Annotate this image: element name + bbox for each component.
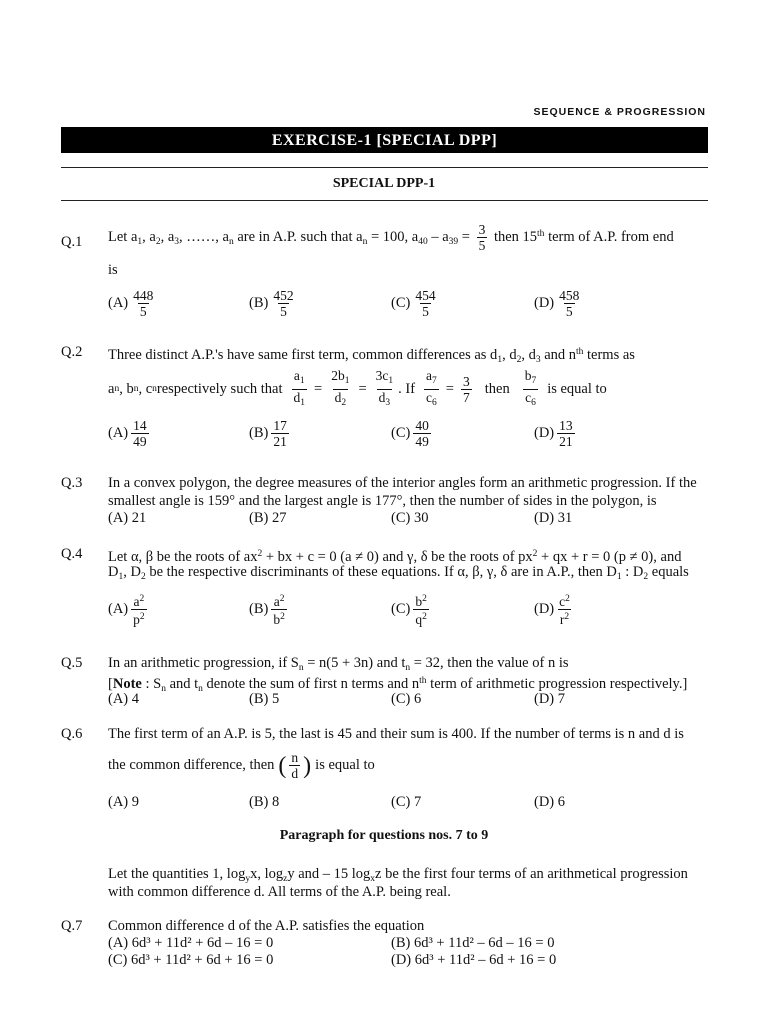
- option-b[interactable]: (B) 8: [249, 794, 280, 810]
- question-text: Let $a_1$, $a_2$, $a_3$, ……, $a_n$ are in A.P. such that $a_n = 100$, $a_{40} - a_{39}$ = $\frac{3}{5}$ then 15th term of A.P. from end: [108, 222, 674, 253]
- option-d[interactable]: (D) 458 5: [534, 288, 580, 319]
- question-number: Q.7: [61, 918, 83, 934]
- option-a[interactable]: (A) $a^2$ $p^2$: [108, 594, 145, 627]
- question-text: Three distinct A.P.'s have same first term, common differences as $d_1$, $d_2$, $d_3$ and $n^{th}$ terms as: [108, 347, 635, 365]
- option-a[interactable]: (A) 9: [108, 794, 140, 810]
- question-text-continued: is: [108, 262, 118, 278]
- question-text-continued: smallest angle is 159° and the largest angle is 177°, then the number of sides in the polygon, is: [108, 493, 657, 509]
- note: [Note : $S_n$ and $t_n$ denote the sum of first n terms and $n^{th}$ term of arithmetic progression respectively.]: [108, 676, 688, 694]
- question-text: The first term of an A.P. is 5, the last is 45 and their sum is 400. If the number of terms is n and d is: [108, 726, 684, 742]
- question-text-continued: a n , b n , c n respectively such that $\frac{a_1}{d_1}$ = $\frac{2b_1}{d_2}$ = $\frac{3c_1}{d_3}$ . If $\frac{a_7}{c_6}$ = $\frac{3}{7}$ then $b_7$ $c_6$ is equal to: [108, 368, 710, 411]
- question-text: Let α, β be the roots of $ax^2$ + bx + c = 0 (a ≠ 0) and γ, δ be the roots of $px^2$ + qx + r = 0 (p ≠ 0), and: [108, 549, 682, 565]
- option-d[interactable]: (D) 13 21: [534, 418, 573, 449]
- option-d[interactable]: (D) 7: [534, 691, 566, 707]
- option-c[interactable]: (C) 40 49: [391, 418, 429, 449]
- question-number: Q.2: [61, 344, 83, 360]
- question-text-continued: $D_1$, $D_2$ be the respective discriminants of these equations. If α, β, γ, δ are in A.P., then $D_1$ : $D_2$ equals: [108, 564, 689, 582]
- options: [108, 794, 710, 812]
- option-d[interactable]: (D) 6: [534, 794, 566, 810]
- options: [108, 935, 710, 971]
- options: [108, 592, 710, 632]
- options: [108, 691, 710, 709]
- option-a[interactable]: (A) 4: [108, 691, 140, 707]
- question-text: Common difference d of the A.P. satisfies the equation: [108, 918, 425, 934]
- option-b[interactable]: (B) 17 21: [249, 418, 287, 449]
- section-subtitle: SPECIAL DPP-1: [332, 176, 436, 191]
- option-c[interactable]: (C) $b^2$ $q^2$: [391, 594, 427, 627]
- running-header: SEQUENCE & PROGRESSION: [533, 106, 706, 118]
- option-b[interactable]: (B) 5: [249, 691, 280, 707]
- options: [108, 418, 710, 458]
- option-c[interactable]: (C) 6: [391, 691, 422, 707]
- option-b[interactable]: (B) 27: [249, 510, 287, 526]
- question-number: Q.6: [61, 726, 83, 742]
- exercise-title: EXERCISE-1 [SPECIAL DPP]: [61, 127, 708, 153]
- options: [108, 288, 710, 328]
- option-c[interactable]: (C) 6d³ + 11d² + 6d + 16 = 0: [108, 952, 274, 968]
- option-b[interactable]: (B) 6d³ + 11d² – 6d – 16 = 0: [391, 935, 555, 951]
- option-d[interactable]: (D) 31: [534, 510, 573, 526]
- option-c[interactable]: (C) 7: [391, 794, 422, 810]
- option-c[interactable]: (C) 30: [391, 510, 429, 526]
- question-number: Q.1: [61, 234, 83, 250]
- paragraph-title: Paragraph for questions nos. 7 to 9: [279, 828, 489, 843]
- options: [108, 510, 710, 528]
- option-a[interactable]: (A) 21: [108, 510, 147, 526]
- option-b[interactable]: (B) $a^2$ $b^2$: [249, 594, 285, 627]
- question-text: In a convex polygon, the degree measures of the interior angles form an arithmetic progression. If the: [108, 475, 697, 491]
- option-a[interactable]: (A) 6d³ + 11d² + 6d – 16 = 0: [108, 935, 274, 951]
- option-a[interactable]: (A) 448 5: [108, 288, 154, 319]
- paragraph-text-continued: with common difference d. All terms of the A.P. being real.: [108, 884, 451, 900]
- question-number: Q.5: [61, 655, 83, 671]
- question-text-continued: the common difference, then ( n d ) is equal to: [108, 750, 375, 781]
- option-a[interactable]: (A) 14 49: [108, 418, 147, 449]
- option-c[interactable]: (C) 454 5: [391, 288, 436, 319]
- question-number: Q.3: [61, 475, 83, 491]
- option-b[interactable]: (B) 452 5: [249, 288, 294, 319]
- paragraph-text: Let the quantities 1, $\log_yx$, $\log_zy$ and – 15 $\log_xz$ be the first four terms of an arithmetical progression: [108, 866, 688, 884]
- divider: [61, 167, 708, 168]
- option-d[interactable]: (D) 6d³ + 11d² – 6d + 16 = 0: [391, 952, 557, 968]
- option-d[interactable]: (D) $c^2$ $r^2$: [534, 594, 570, 627]
- question-number: Q.4: [61, 546, 83, 562]
- question-text: In an arithmetic progression, if $S_n = n(5 + 3n)$ and $t_n = 32$, then the value of n is: [108, 655, 569, 673]
- fraction: $\frac{3}{5}$: [478, 222, 486, 253]
- divider: [61, 200, 708, 201]
